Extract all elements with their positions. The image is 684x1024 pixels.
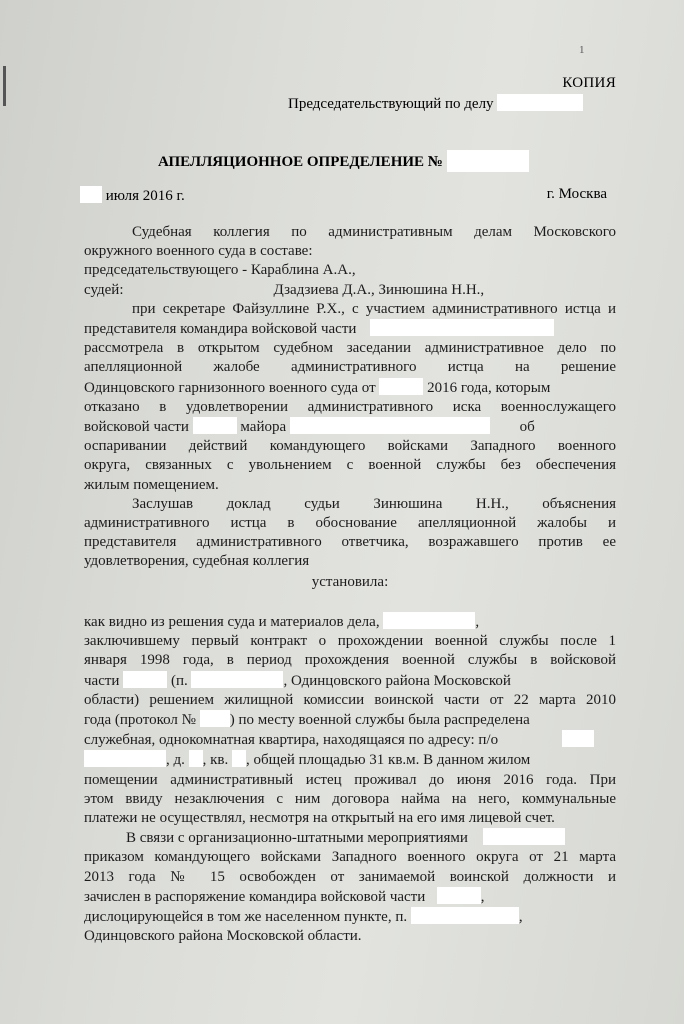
- text-fragment: 2016 года, которым: [427, 379, 551, 396]
- text-line: округа, связанных с увольнением с военной службы без обеспечения: [84, 457, 616, 474]
- text-line: председательствующего - Караблина А.А.,: [84, 262, 356, 279]
- text-line: [84, 828, 616, 848]
- text-fragment: года (протокол №: [84, 712, 196, 729]
- text-fragment: , общей площадью 31 кв.м. В данном жилом: [246, 752, 531, 769]
- text-fragment: , кв.: [202, 752, 229, 769]
- text-line: [84, 710, 616, 730]
- date-text: июля 2016 г.: [105, 188, 185, 204]
- text-fragment: об: [519, 419, 535, 436]
- text-line: [84, 887, 616, 907]
- text-line: при секретаре Файзуллине Р.Х., с участием административного истца и: [132, 300, 616, 317]
- text-line: заключившему первый контракт о прохождении военной службы после 1: [84, 633, 616, 650]
- document-body-part-2: [84, 612, 616, 946]
- presiding-label: Председательствующий по делу: [288, 96, 494, 112]
- text-line: оспаривании действий командующего войсками Западного военного: [84, 438, 616, 455]
- text-fragment: представителя командира войсковой части: [84, 321, 357, 338]
- redaction: [84, 750, 166, 767]
- redaction: [562, 730, 594, 747]
- text-fragment: ,: [480, 888, 485, 905]
- text-line: [84, 730, 616, 750]
- text-line: 2013 года № 15 освобожден от занимаемой воинской должности и: [84, 868, 616, 885]
- redaction: [483, 828, 565, 845]
- text-line: отказано в удовлетворении административного иска военнослужащего: [84, 398, 616, 415]
- text-fragment: части: [84, 672, 120, 689]
- page-number: 1: [579, 44, 585, 56]
- text-fragment: ,: [518, 909, 523, 926]
- section-heading: [84, 573, 616, 592]
- redaction: [379, 378, 423, 395]
- text-fragment: Одинцовского гарнизонного военного суда от: [84, 379, 376, 396]
- text-line: приказом командующего войсками Западного военного округа от 21 марта: [84, 849, 616, 866]
- text-fragment: судей:: [84, 281, 124, 298]
- text-line: [84, 319, 616, 339]
- text-line: представителя административного ответчика, возражавшего против ее: [84, 534, 616, 551]
- text-fragment: Дзадзиева Д.А., Зинюшина Н.Н.,: [273, 281, 485, 298]
- text-line: Одинцовского района Московской области.: [84, 928, 362, 945]
- document-body: [84, 223, 616, 572]
- text-line: Заслушав доклад судьи Зинюшина Н.Н., объяснения: [132, 495, 616, 512]
- date: [80, 186, 185, 205]
- text-line: окружного военного суда в составе:: [84, 243, 313, 260]
- text-line: апелляционной жалобе административного истца на решение: [84, 359, 616, 376]
- text-fragment: , Одинцовского района Московской: [283, 672, 511, 689]
- text-line: жилым помещением.: [84, 476, 219, 493]
- text-line: [84, 378, 616, 398]
- redaction: [497, 94, 583, 111]
- presiding-judge-line: [288, 94, 583, 113]
- binder-mark: [3, 66, 6, 106]
- text-line: [84, 612, 616, 632]
- text-line: [84, 417, 616, 437]
- redaction: [290, 417, 490, 434]
- redaction: [191, 671, 283, 688]
- text-fragment: зачислен в распоряжение командира войсковой части: [84, 888, 426, 905]
- text-fragment: ) по месту военной службы была распределена: [229, 712, 530, 729]
- text-fragment: , д.: [166, 752, 185, 769]
- redaction: [411, 907, 519, 924]
- redaction: [383, 612, 475, 629]
- text-fragment: дислоцирующейся в том же населенном пункте, п.: [84, 909, 408, 926]
- text-line: области) решением жилищной комиссии воинской части от 22 марта 2010: [84, 691, 616, 708]
- title-text: АПЕЛЛЯЦИОННОЕ ОПРЕДЕЛЕНИЕ №: [158, 154, 443, 170]
- text-fragment: ,: [475, 614, 480, 630]
- redaction: [193, 417, 237, 434]
- document-title: [158, 150, 529, 172]
- text-line: [84, 281, 616, 300]
- city: г. Москва: [546, 186, 607, 202]
- text-line: [84, 907, 616, 927]
- text-line: административного истца в обоснование апелляционной жалобы и: [84, 515, 616, 532]
- redaction: [80, 186, 102, 203]
- redaction: [232, 750, 246, 767]
- redaction: [437, 887, 481, 904]
- text-line: Судебная коллегия по административным делам Московского: [132, 224, 616, 240]
- text-line: [84, 671, 616, 691]
- text-line: этом ввиду незаключения с ним договора найма на него, коммунальные: [84, 790, 616, 807]
- redaction: [447, 150, 529, 172]
- date-line: [80, 186, 607, 205]
- text-fragment: (п.: [170, 672, 188, 689]
- text-line: платежи не осуществлял, несмотря на открытый на его имя лицевой счет.: [84, 810, 555, 827]
- text-fragment: войсковой части: [84, 419, 189, 436]
- copy-mark: КОПИЯ: [562, 75, 616, 91]
- text-line: помещении административный истец проживал до июня 2016 года. При: [84, 771, 616, 788]
- redaction: [370, 319, 554, 336]
- text-fragment: майора: [240, 419, 287, 436]
- text-line: [84, 750, 616, 770]
- text-fragment: служебная, однокомнатная квартира, находящаяся по адресу: п/о: [84, 732, 499, 749]
- text-line: рассмотрела в открытом судебном заседании административное дело по: [84, 340, 616, 357]
- text-line: удовлетворения, судебная коллегия: [84, 553, 310, 570]
- redaction: [123, 671, 167, 688]
- text-fragment: как видно из решения суда и материалов дела,: [84, 614, 380, 630]
- heading-established: установила:: [311, 574, 389, 590]
- redaction: [200, 710, 230, 727]
- redaction: [189, 750, 203, 767]
- text-line: января 1998 года, в период прохождения военной службы в войсковой: [84, 652, 616, 669]
- text-fragment: В связи с организационно-штатными мероприятиями: [126, 830, 468, 847]
